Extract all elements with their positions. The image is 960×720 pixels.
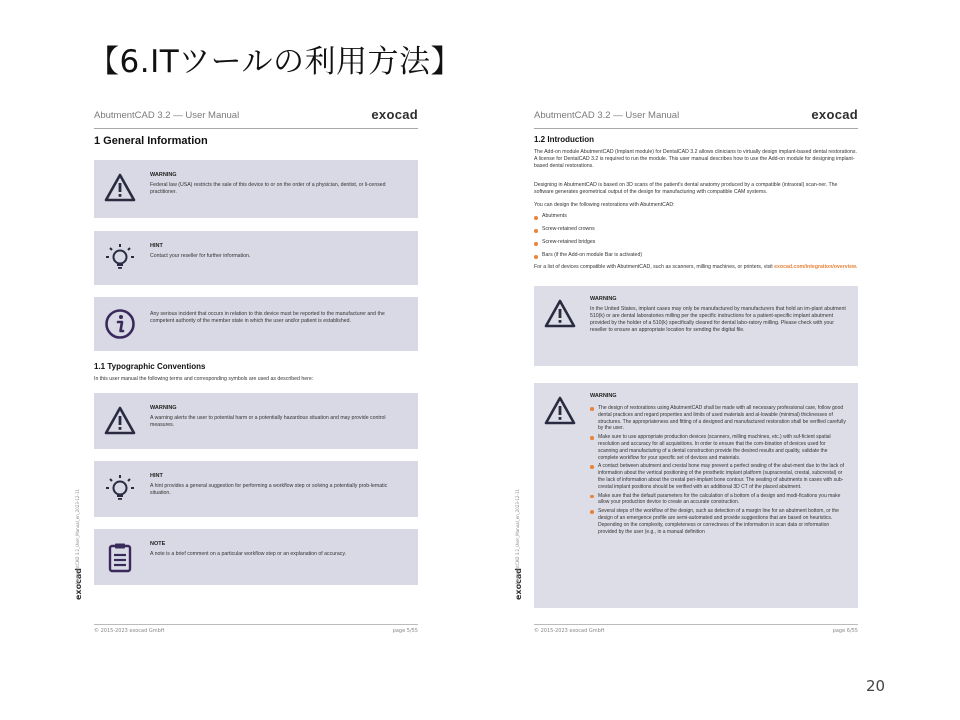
intro-paragraph-1: The Add-on module AbutmentCAD (Implant module) for DentalCAD 3.2 allows clinicians to virtually design implant-based dental restorations. A license for DentalCAD 3.2 is required to run the module. This user manual describes how to use the Add-on module for designing implant-based dental restorations. bbox=[534, 149, 857, 170]
bullet-dot bbox=[534, 229, 538, 233]
intro-text: In this user manual the following terms and corresponding symbols are used as described here: bbox=[94, 376, 314, 382]
lightbulb-icon bbox=[104, 473, 136, 505]
warning-list-item: Make sure that the default parameters for the calculation of a bottom of a design and modi-fications you make allow your production device to create an accurate construction. bbox=[590, 493, 846, 507]
warning-triangle-icon bbox=[544, 395, 576, 427]
hint-convention-box bbox=[94, 461, 418, 517]
compatibility-paragraph bbox=[534, 264, 858, 271]
box-text: A hint provides a general suggestion for performing a workflow step or solving a potentially prob-lematic situation. bbox=[150, 483, 388, 496]
bullet-dot bbox=[534, 255, 538, 259]
note-box bbox=[94, 529, 418, 585]
footer-page-number: page 5/55 bbox=[392, 628, 418, 634]
box-text: A warning alerts the user to potential harm or a potentially hazardous situation and may provide control measures. bbox=[150, 415, 386, 428]
box-text: Any serious incident that occurs in relation to this device must be reported to the manufacturer and the competent authority of the member state in which the user and/or patient is established. bbox=[150, 311, 385, 324]
box-label: WARNING bbox=[150, 172, 177, 178]
info-box bbox=[94, 297, 418, 351]
warning-convention-box bbox=[94, 393, 418, 449]
box-label: HINT bbox=[150, 243, 163, 249]
box-label: HINT bbox=[150, 473, 163, 479]
warning-list-item: A contact between abutment and crestal bone may prevent a perfect seating of the abut-ment due to the lack of information about the vertical positioning of the prosthetic implant platform (supracrestal, crestal, subcrestal) or the lack of information about the crestal peri-implant bone contour. The seating of abutments in cases with sub-crestal implant positions should be verified with an additional 3D CT of the placed abutment. bbox=[590, 463, 846, 490]
warning-list-item: The design of restorations using AbutmentCAD shall be made with all necessary professional care, follow good dental practices and regard properties and limits of used materials and al-lowable (minimal) thicknesses of structures. The appropriateness and fitting of a designed and manufactured restoration shall be verified carefully by the user. bbox=[590, 405, 846, 432]
side-filename: AbutmentCAD 3.2_User_Manual_en_2023-12-11 bbox=[75, 489, 80, 585]
warning-list-item: Several steps of the workflow of the design, such as detection of a margin line for an abutment bottom, or the design of an emergence profile are semi-automated and provide suggestions that are based on heuristics. Depending on the complexity, completeness or correctness of the information in scan data or information provided by the user (e.g., in a manual definition bbox=[590, 508, 846, 535]
side-logo: exocad bbox=[74, 568, 83, 600]
section-heading: 1.2 Introduction bbox=[534, 135, 594, 144]
restoration-item: Bars (if the Add-on module Bar is activated) bbox=[542, 252, 643, 258]
intro-paragraph-2: Designing in AbutmentCAD is based on 3D scans of the patient's dental anatomy produced by a compatible (intraoral) scan-ner. The software generates geometrical output of the design for manufacturing with compatible CAM systems. bbox=[534, 182, 838, 196]
warning-box bbox=[94, 160, 418, 218]
warning-triangle-icon bbox=[544, 298, 576, 330]
restoration-item: Abutments bbox=[542, 213, 567, 219]
warning-triangle-icon bbox=[104, 172, 136, 204]
header-title: AbutmentCAD 3.2 — User Manual bbox=[94, 110, 240, 121]
design-warning-box bbox=[534, 383, 858, 608]
box-text: A note is a brief comment on a particular workflow step or an explanation of accuracy. bbox=[150, 551, 346, 557]
warning-list bbox=[590, 405, 846, 537]
hint-box bbox=[94, 231, 418, 285]
page-header bbox=[534, 107, 858, 129]
box-text: Federal law (USA) restricts the sale of this device to or on the order of a physician, dentist, or li-censed practitioner. bbox=[150, 182, 386, 195]
intro-paragraph-3: You can design the following restorations with AbutmentCAD: bbox=[534, 202, 675, 208]
warning-triangle-icon bbox=[104, 405, 136, 437]
section-heading: 1 General Information bbox=[94, 135, 208, 147]
warning-list-item: Make sure to use appropriate production devices (scanners, milling machines, etc.) with suf-ficient spatial resolution and accuracy for all acquisitions. In order to ensure that the com-bination of devices used for scanning and manufacturing of a dental construction provide the desired results and quality, validate the complete workflow for your specific set of devices and materials. bbox=[590, 434, 846, 461]
page-sidebar bbox=[514, 480, 524, 630]
slide-title: 【6.ITツールの利用方法】 bbox=[88, 44, 463, 80]
slide-number: 20 bbox=[866, 677, 886, 695]
box-text: Contact your reseller for further information. bbox=[150, 253, 251, 259]
footer-copyright: © 2015-2023 exocad GmbH bbox=[94, 628, 165, 634]
box-text: In the United States, implant cases may only be manufactured by manufacturers that hold an im-plant abutment 510(k) or are dental laboratories milling per the specific instructions for a patient-specific implant abutment provided by the holder of a 510(k) specifically cleared for dental labo-ratory milling. Please check with your reseller to ensure an appropriate location for sending the digital file. bbox=[590, 306, 846, 333]
restoration-item: Screw-retained bridges bbox=[542, 239, 596, 245]
box-label: NOTE bbox=[150, 541, 166, 547]
clipboard-icon bbox=[104, 541, 136, 573]
page-footer bbox=[534, 624, 858, 637]
bullet-dot bbox=[534, 242, 538, 246]
box-label: WARNING bbox=[590, 296, 617, 302]
exocad-logo: exocad bbox=[371, 107, 418, 122]
bullet-dot bbox=[534, 216, 538, 220]
lightbulb-icon bbox=[104, 242, 136, 274]
info-circle-icon bbox=[104, 308, 136, 340]
box-label: WARNING bbox=[150, 405, 177, 411]
us-warning-box bbox=[534, 286, 858, 366]
box-label: WARNING bbox=[590, 393, 617, 399]
restoration-item: Screw-retained crowns bbox=[542, 226, 595, 232]
manual-page-left bbox=[74, 100, 432, 645]
subsection-heading: 1.1 Typographic Conventions bbox=[94, 362, 206, 371]
side-logo: exocad bbox=[514, 568, 523, 600]
manual-page-right bbox=[514, 100, 872, 645]
side-filename: AbutmentCAD 3.2_User_Manual_en_2023-12-11 bbox=[515, 489, 520, 585]
footer-page-number: page 6/55 bbox=[832, 628, 858, 634]
header-title: AbutmentCAD 3.2 — User Manual bbox=[534, 110, 680, 121]
page-footer bbox=[94, 624, 418, 637]
page-header bbox=[94, 107, 418, 129]
exocad-logo: exocad bbox=[811, 107, 858, 122]
footer-copyright: © 2015-2023 exocad GmbH bbox=[534, 628, 605, 634]
page-sidebar bbox=[74, 480, 84, 630]
integration-link[interactable]: exocad.com/integration/overview. bbox=[774, 264, 858, 270]
compatibility-text: For a list of devices compatible with AbutmentCAD, such as scanners, milling machines, or printers, visit bbox=[534, 264, 773, 270]
